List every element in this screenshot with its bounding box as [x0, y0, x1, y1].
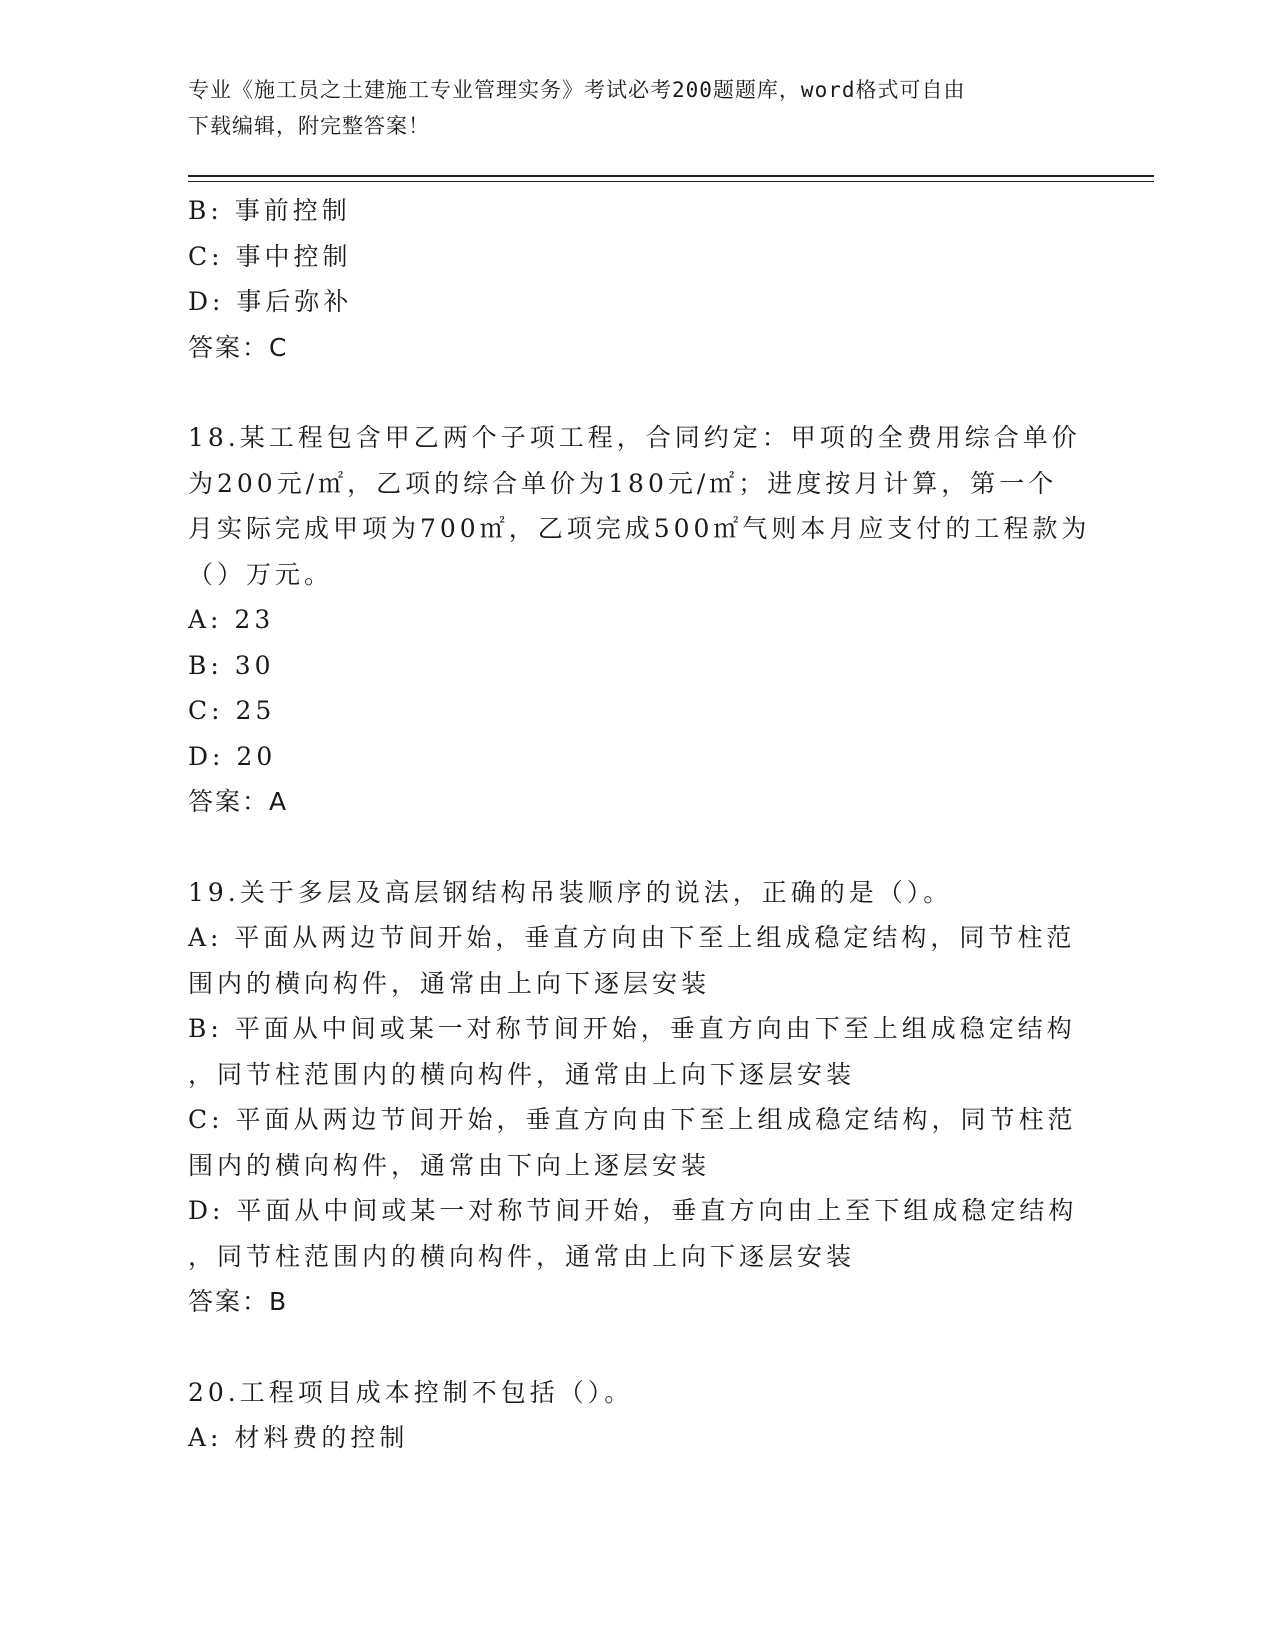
q19-stem: 19.关于多层及高层钢结构吊装顺序的说法，正确的是（）。	[188, 877, 953, 907]
spacer	[188, 370, 1088, 415]
q19-option-b-cont: ，同节柱范围内的横向构件，通常由上向下逐层安装	[188, 1059, 856, 1089]
question-17	[188, 188, 1088, 370]
spacer	[188, 825, 1088, 870]
q19-option-a-cont: 围内的横向构件，通常由上向下逐层安装	[188, 968, 711, 998]
q19-option-b: B: 平面从中间或某一对称节间开始，垂直方向由下至上组成稳定结构	[188, 1014, 1076, 1043]
q19-option-a: A: 平面从两边节间开始，垂直方向由下至上组成稳定结构，同节柱范	[188, 923, 1076, 952]
q17-answer: 答案：C	[188, 332, 289, 362]
q20-option-a: A: 材料费的控制	[188, 1423, 409, 1452]
q18-option-b: B: 30	[188, 650, 275, 680]
q18-option-a: A: 23	[188, 605, 275, 634]
q19-option-c-cont: 围内的横向构件，通常由下向上逐层安装	[188, 1150, 711, 1180]
spacer	[188, 1325, 1088, 1370]
q19-option-c: C: 平面从两边节间开始，垂直方向由下至上组成稳定结构，同节柱范	[188, 1105, 1077, 1134]
question-19	[188, 870, 1088, 1325]
q19-option-d: D: 平面从中间或某一对称节间开始，垂直方向由上至下组成稳定结构	[188, 1196, 1078, 1225]
q18-option-d: D: 20	[188, 741, 277, 771]
q19-answer: 答案：B	[188, 1287, 289, 1316]
header-rule-thin	[188, 181, 1154, 182]
q18-stem-line: 18.某工程包含甲乙两个子项工程，合同约定：甲项的全费用综合单价	[188, 423, 1081, 452]
q17-option-b: B: 事前控制	[188, 196, 351, 225]
header-rule-thick	[188, 175, 1154, 177]
question-list	[188, 188, 1091, 1461]
q18-stem-line: 月实际完成甲项为700㎡，乙项完成500㎡气则本月应支付的工程款为	[188, 514, 1091, 543]
header-line-2: 下载编辑，附完整答案！	[188, 114, 430, 138]
q17-option-c: C: 事中控制	[188, 241, 352, 271]
q20-stem: 20.工程项目成本控制不包括（）。	[188, 1377, 634, 1407]
page-header	[188, 72, 1068, 144]
q18-answer: 答案：A	[188, 787, 289, 816]
q19-option-d-cont: ，同节柱范围内的横向构件，通常由上向下逐层安装	[188, 1241, 856, 1271]
question-20	[188, 1370, 1088, 1461]
q18-stem-line: （）万元。	[188, 559, 334, 589]
q18-option-c: C: 25	[188, 696, 276, 725]
q18-stem-line: 为200元/㎡，乙项的综合单价为180元/㎡；进度按月计算，第一个	[188, 468, 1058, 498]
header-line-1: 专业《施工员之土建施工专业管理实务》考试必考200题题库，word格式可自由	[188, 78, 966, 102]
question-18	[188, 415, 1091, 825]
q17-option-d: D: 事后弥补	[188, 287, 353, 316]
